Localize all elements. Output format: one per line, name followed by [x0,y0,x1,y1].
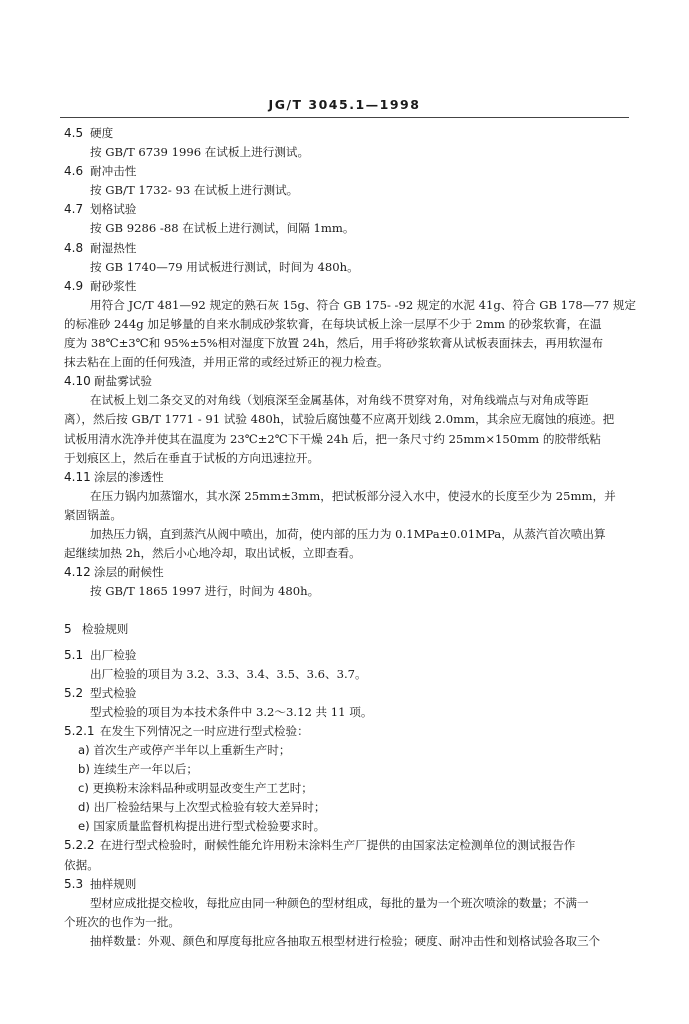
paragraph-line: 型材应成批提交检收，每批应由同一种颜色的型材组成，每批的量为一个班次喷涂的数量；不满一 [90,895,589,910]
section-number: 5.2.2 [64,838,95,853]
section-number: 5.1 [64,647,84,662]
section-heading [0,836,689,855]
paragraph-line: 度为 38℃±3℃和 95%±5%相对湿度下放置 24h，然后，用手将砂浆软膏从试板表面抹去，再用软湿布 [64,336,604,351]
section-number: 5.2.1 [64,723,95,738]
section-heading [0,563,689,582]
list-item [0,798,689,817]
chapter-number: 5 [64,622,72,637]
section-title: 涂层的渗透性 [94,469,164,484]
list-label: d) [78,800,90,815]
list-item [0,779,689,798]
section-number: 4.11 [64,469,91,484]
paragraph-line: 按 GB 9286 -88 在试板上进行测试，间隔 1mm。 [90,221,355,236]
list-text: 首次生产或停产半年以上重新生产时； [93,743,291,757]
section-title: 出厂检验 [90,647,137,662]
section-heading [0,646,689,665]
section-number: 5.3 [64,876,84,891]
section-heading [0,372,689,391]
paragraph-line: 在进行型式检验时，耐候性能允许用粉末涂料生产厂提供的由国家法定检测单位的测试报告作 [100,838,576,853]
section-number: 4.5 [64,126,84,140]
section-heading [0,239,689,258]
section-heading [0,200,689,219]
section-title: 耐冲击性 [90,164,137,179]
section-title: 在发生下列情况之一时应进行型式检验： [100,723,309,738]
section-heading [0,684,689,703]
section-title: 涂层的耐候性 [94,565,164,580]
page-header: JG/T 3045.1—1998 [268,97,421,112]
paragraph-line: 用符合 JC/T 481—92 规定的熟石灰 15g、符合 GB 175- -92 规定的水泥 41g、符合 GB 178—77 规定 [90,297,637,312]
paragraph-line: 按 GB/T 1732- 93 在试板上进行测试。 [90,183,299,198]
section-number: 4.6 [64,164,84,179]
list-text: 连续生产一年以后； [93,762,198,777]
paragraph-line: 按 GB 1740—79 用试板进行测试，时间为 480h。 [90,259,359,274]
section-title: 耐盐雾试验 [94,374,152,389]
paragraph-line: 在试板上划二条交叉的对角线（划痕深至金属基体，对角线不贯穿对角，对角线端点与对角成等距 [90,393,589,408]
list-label: b) [78,762,90,777]
section-number: 4.8 [64,240,84,255]
spacer [0,601,689,620]
paragraph-line: 抹去粘在上面的任何残渣，并用正常的或经过矫正的视力检查。 [64,355,389,370]
document-body [0,124,689,951]
paragraph-line: 试板用清水洗净并使其在温度为 23℃±2℃下干燥 24h 后，把一条尺寸约 25mm×150mm 的胶带纸粘 [64,431,601,446]
section-title: 硬度 [90,126,114,140]
paragraph-line: 紧固锅盖。 [64,507,122,522]
section-title: 耐砂浆性 [90,278,137,293]
paragraph-line: 离），然后按 GB/T 1771 - 91 试验 480h，试验后腐蚀蔓不应离开划线 2.0mm，其余应无腐蚀的痕迹。把 [64,412,615,427]
section-number: 5.2 [64,685,84,700]
list-text: 国家质量监督机构提出进行型式检验要求时。 [93,819,326,834]
paragraph-line: 起继续加热 2h，然后小心地冷却，取出试板，立即查看。 [64,546,361,561]
paragraph-line: 在压力锅内加蒸馏水，其水深 25mm±3mm，把试板部分浸入水中，使浸水的长度至少为 25mm，并 [90,488,616,503]
section-heading [0,722,689,741]
chapter-title: 检验规则 [82,622,129,637]
list-label: c) [78,781,89,796]
list-text: 更换粉末涂料品种或明显改变生产工艺时； [92,781,313,796]
list-item [0,741,689,760]
list-item [0,760,689,779]
section-number: 4.7 [64,202,84,217]
section-heading [0,124,689,143]
section-title: 型式检验 [90,685,137,700]
paragraph-line: 抽样数量：外观、颜色和厚度每批应各抽取五根型材进行检验；硬度、耐冲击性和划格试验各取三个 [90,933,601,948]
paragraph-line: 依据。 [64,857,99,872]
section-number: 4.12 [64,565,91,580]
paragraph-line: 按 GB/T 1865 1997 进行，时间为 480h。 [90,584,320,599]
paragraph-line: 按 GB/T 6739 1996 在试板上进行测试。 [90,145,310,160]
chapter-heading [0,620,689,639]
section-heading [0,162,689,181]
list-label: a) [78,743,90,757]
paragraph-line: 于划痕区上，然后在垂直于试板的方向迅速拉开。 [64,450,320,465]
paragraph-line: 加热压力锅，直到蒸汽从阀中喷出，加荷，使内部的压力为 0.1MPa±0.01MPa，从蒸汽首次喷出算 [90,526,606,541]
section-number: 4.10 [64,374,91,389]
list-item [0,817,689,836]
paragraph-line: 型式检验的项目为本技术条件中 3.2～3.12 共 11 项。 [90,704,373,719]
section-title: 划格试验 [90,202,137,217]
list-label: e) [78,819,90,834]
paragraph-line: 的标准砂 244g 加足够量的自来水制成砂浆软膏，在每块试板上涂一层厚不少于 2mm 的砂浆软膏，在温 [64,316,602,331]
section-heading [0,277,689,296]
section-number: 4.9 [64,278,84,293]
paragraph-line: 出厂检验的项目为 3.2、3.3、3.4、3.5、3.6、3.7。 [90,666,367,681]
list-text: 出厂检验结果与上次型式检验有较大差异时； [93,800,326,815]
header-rule [60,117,629,118]
paragraph-line: 个班次的也作为一批。 [64,914,180,929]
section-heading [0,468,689,487]
section-title: 耐湿热性 [90,240,137,255]
section-heading [0,875,689,894]
section-title: 抽样规则 [90,876,137,891]
